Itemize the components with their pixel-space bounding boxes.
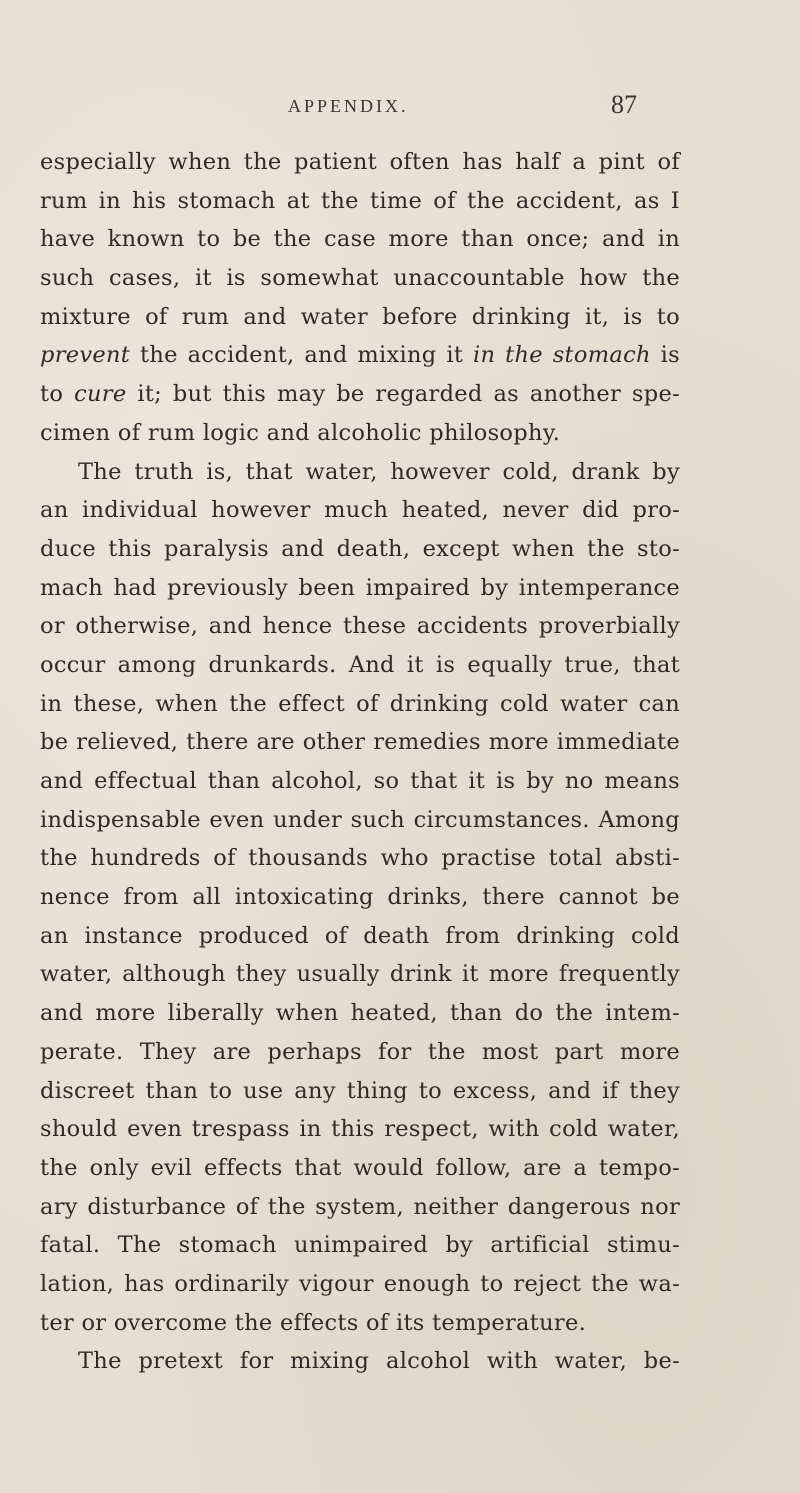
text-segment: rum in his stomach at the time of the accident, as I xyxy=(40,187,680,214)
text-segment: especially when the patient often has half a pint of xyxy=(40,149,680,175)
text-segment: is xyxy=(650,342,680,369)
text-line xyxy=(40,220,680,259)
italic-text: in the stomach xyxy=(473,342,651,369)
text-segment: to xyxy=(40,381,75,408)
text-segment: nence from all intoxicating drinks, there cannot be xyxy=(40,884,680,911)
italic-text: prevent xyxy=(40,342,131,369)
text-line xyxy=(40,1265,680,1304)
text-segment: be relieved, there are other remedies more immediate xyxy=(40,729,680,756)
text-line xyxy=(40,530,680,569)
text-segment: lation, has ordinarily vigour enough to reject the wa- xyxy=(40,1270,680,1297)
text-segment: in these, when the effect of drinking cold water can xyxy=(40,690,680,717)
text-segment: such cases, it is somewhat unaccountable how the xyxy=(40,265,680,292)
text-segment: indispensable even under such circumstances. Among xyxy=(40,806,680,833)
text-line xyxy=(40,1149,680,1188)
text-line xyxy=(40,917,680,956)
text-line xyxy=(40,298,680,337)
text-line xyxy=(40,491,680,530)
text-line xyxy=(40,801,680,840)
text-line xyxy=(40,1342,680,1381)
text-line xyxy=(40,646,680,685)
text-line xyxy=(40,569,680,608)
text-line xyxy=(40,259,680,298)
text-segment: duce this paralysis and death, except when the sto- xyxy=(40,535,680,562)
text-segment: the only evil effects that would follow, are a tempo- xyxy=(40,1154,680,1181)
text-segment: the hundreds of thousands who practise total absti- xyxy=(40,845,680,872)
text-segment: cimen of rum logic and alcoholic philosophy. xyxy=(40,419,561,446)
text-line xyxy=(40,1304,680,1343)
text-segment: have known to be the case more than once; and in xyxy=(40,226,680,253)
page-number: 87 xyxy=(611,90,637,119)
text-segment: and more liberally when heated, than do the intem- xyxy=(40,1000,680,1027)
text-line xyxy=(40,723,680,762)
text-line xyxy=(40,1110,680,1149)
text-line xyxy=(40,453,680,492)
text-line xyxy=(40,762,680,801)
text-segment: fatal. The stomach unimpaired by artificial stimu- xyxy=(40,1232,680,1259)
text-segment: discreet than to use any thing to excess, and if they xyxy=(40,1077,680,1104)
text-line xyxy=(40,994,680,1033)
text-line xyxy=(40,336,680,375)
text-line xyxy=(40,878,680,917)
text-segment: the accident, and mixing it xyxy=(130,342,473,369)
text-segment: it; but this may be regarded as another spe- xyxy=(126,381,681,408)
text-segment: ter or overcome the effects of its temperature. xyxy=(40,1309,587,1336)
text-line xyxy=(40,955,680,994)
text-line xyxy=(40,182,680,221)
text-segment: mach had previously been impaired by intemperance xyxy=(40,574,680,601)
text-line xyxy=(40,143,680,182)
text-line xyxy=(40,685,680,724)
text-line xyxy=(40,1226,680,1265)
text-segment: The pretext for mixing alcohol with water, be- xyxy=(78,1348,680,1375)
text-segment: and effectual than alcohol, so that it is by no means xyxy=(40,768,680,794)
text-line xyxy=(40,607,680,646)
text-segment: The truth is, that water, however cold, drank by xyxy=(78,458,680,485)
text-segment: an individual however much heated, never did pro- xyxy=(40,497,680,524)
text-line xyxy=(40,414,680,453)
text-segment: or otherwise, and hence these accidents proverbially xyxy=(40,613,680,640)
text-line xyxy=(40,1072,680,1111)
text-line xyxy=(40,1033,680,1072)
italic-text: cure xyxy=(74,381,127,408)
text-segment: perate. They are perhaps for the most part more xyxy=(40,1038,680,1065)
text-segment: mixture of rum and water before drinking it, is to xyxy=(40,303,680,330)
body-text xyxy=(40,143,680,1381)
text-segment: an instance produced of death from drinking cold xyxy=(40,922,680,949)
text-line xyxy=(40,1188,680,1227)
text-segment: should even trespass in this respect, with cold water, xyxy=(40,1116,680,1143)
text-line xyxy=(40,375,680,414)
text-segment: water, although they usually drink it more frequently xyxy=(40,961,680,988)
running-head-title: APPENDIX. xyxy=(288,96,409,116)
running-head xyxy=(0,90,800,130)
text-segment: occur among drunkards. And it is equally true, that xyxy=(40,651,680,678)
text-segment: ary disturbance of the system, neither dangerous nor xyxy=(40,1193,680,1220)
text-line xyxy=(40,839,680,878)
